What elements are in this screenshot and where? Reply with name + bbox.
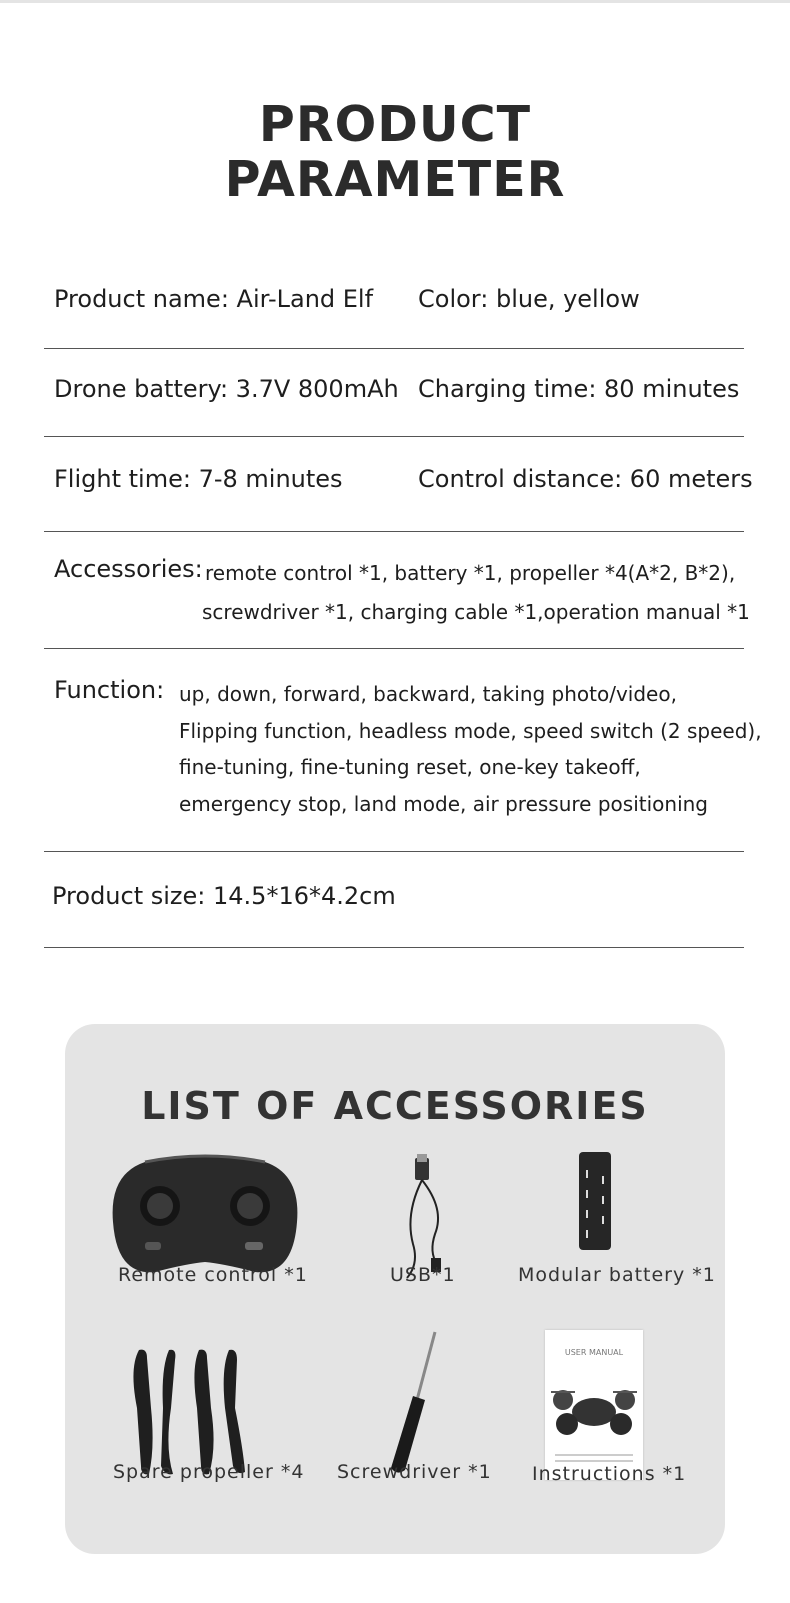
control-distance: Control distance: 60 meters [418,465,753,493]
product-name: Product name: Air-Land Elf [54,285,374,313]
accessory-label-propeller: Spare propeller *4 [113,1461,305,1483]
divider [44,531,744,532]
accessories-panel [65,1024,725,1554]
function-line-1: up, down, forward, backward, taking photo/video, [179,682,677,706]
drone-battery: Drone battery: 3.7V 800mAh [54,375,399,403]
color: Color: blue, yellow [418,285,640,313]
remote-control-icon [105,1144,305,1284]
battery-icon [575,1152,615,1252]
accessories-title: LIST OF ACCESSORIES [141,1084,649,1128]
function-line-3: fine-tuning, fine-tuning reset, one-key takeoff, [179,755,641,779]
accessory-label-remote: Remote control *1 [118,1264,308,1286]
manual-cover-text: USER MANUAL [564,1348,624,1357]
page-title-line1: PRODUCT [258,96,532,153]
accessory-label-screwdriver: Screwdriver *1 [337,1461,492,1483]
accessory-label-instructions: Instructions *1 [532,1463,687,1485]
accessories-label: Accessories: [54,555,203,583]
accessories-line-1: remote control *1, battery *1, propeller *4(A*2, B*2), [205,561,736,585]
accessories-line-2: screwdriver *1, charging cable *1,operation manual *1 [202,600,750,624]
function-line-2: Flipping function, headless mode, speed switch (2 speed), [179,719,762,743]
product-size: Product size: 14.5*16*4.2cm [52,882,396,910]
top-rule [0,0,790,3]
function-line-4: emergency stop, land mode, air pressure positioning [179,792,708,816]
function-label: Function: [54,676,165,704]
manual-icon [545,1330,643,1480]
divider [44,851,744,852]
divider [44,348,744,349]
page-title-line2: PARAMETER [224,151,566,208]
drone-image [549,1370,639,1440]
propeller-icon [125,1348,255,1478]
accessory-label-usb: USB*1 [390,1264,456,1286]
manual-text-line [555,1460,633,1462]
charging-time: Charging time: 80 minutes [418,375,740,403]
divider [44,947,744,948]
manual-text-line [555,1454,633,1456]
accessory-label-battery: Modular battery *1 [518,1264,716,1286]
flight-time: Flight time: 7-8 minutes [54,465,343,493]
divider [44,648,744,649]
divider [44,436,744,437]
screwdriver-icon [383,1330,443,1476]
